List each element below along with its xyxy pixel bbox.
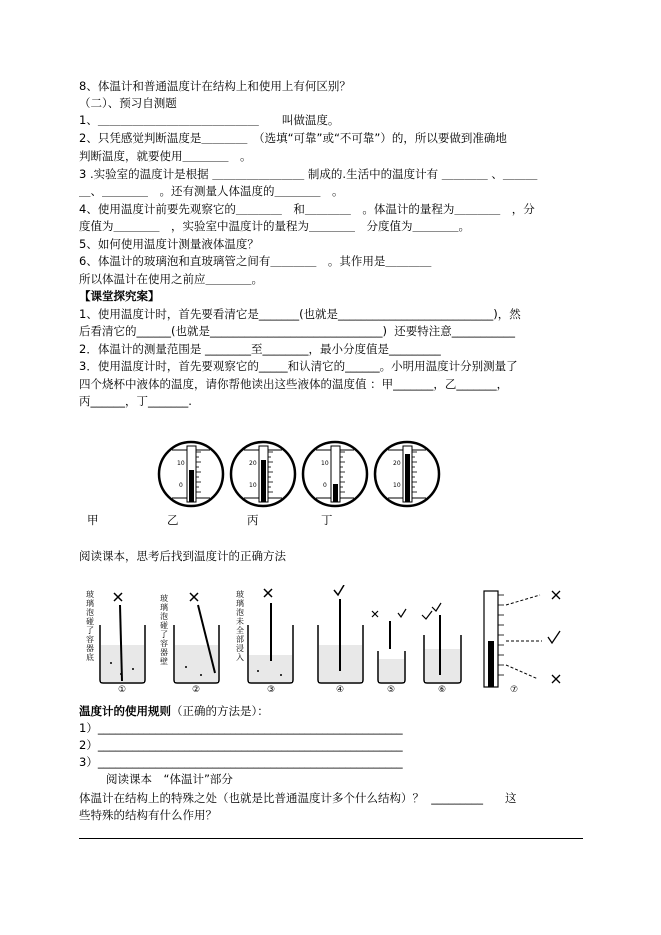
label-jia: 甲 <box>87 513 99 527</box>
gauge-bing <box>303 442 367 506</box>
question-line: 所以体温计在使用之前应＿＿＿＿。 <box>79 272 263 286</box>
gauge-yi <box>231 442 295 506</box>
caption-beaker-2: 玻璃泡碰了容器壁 <box>160 594 168 666</box>
body-thermo-q2: 些特殊的结构有什么作用？ <box>79 808 217 822</box>
rule-item: 1）_____________________________________________________ <box>79 721 403 735</box>
step-number: ⑦ <box>509 685 519 693</box>
svg-text:10: 10 <box>249 482 257 489</box>
beaker-6 <box>422 603 461 683</box>
question-line: 1、使用温度计时，首先要看清它是_______(也就是___________________________)，然 <box>79 307 521 321</box>
svg-text:10: 10 <box>393 482 401 489</box>
step-number: ⑤ <box>386 685 396 693</box>
rules-title: 温度计的使用规则 <box>79 704 171 718</box>
question-line: 2、只凭感觉判断温度是＿＿＿＿ （选填“可靠”或“不可靠”）的，所以要做到准确地 <box>79 131 507 145</box>
svg-text:0: 0 <box>323 482 327 489</box>
svg-text:10: 10 <box>321 460 329 467</box>
label-ding: 丁 <box>321 513 333 527</box>
beaker-2 <box>174 593 219 683</box>
question-line: 四个烧杯中液体的温度，请你帮他读出这些液体的温度值 ：甲_______，乙_______， <box>79 377 509 391</box>
gauge-jia <box>159 442 223 506</box>
body-thermo-read: 阅读课本 “体温计”部分 <box>106 772 233 786</box>
question-line: 丙______，丁_______. <box>79 394 192 408</box>
caption-beaker-1: 玻璃泡碰了容器底 <box>86 590 94 662</box>
label-bing: 丙 <box>247 513 259 527</box>
question-line: 3．使用温度计时，首先要观察它的_____和认清它的______。小明用温度计分别测量了 <box>79 359 518 373</box>
svg-text:20: 20 <box>393 460 401 467</box>
gauge-ding <box>375 442 439 506</box>
step-number: ② <box>191 685 201 693</box>
step-number: ⑥ <box>437 685 447 693</box>
rule-item: 2）_____________________________________________________ <box>79 738 403 752</box>
section-heading-class: 【课堂探究案】 <box>79 289 160 303</box>
svg-text:0: 0 <box>179 482 183 489</box>
beaker-3 <box>248 589 293 683</box>
question-line: 后看清它的______(也就是______________________________) 还要特注意___________ <box>79 324 516 338</box>
question-line: ＿、＿＿＿＿ 。还有测量人体温度的＿＿＿＿ 。 <box>79 184 344 198</box>
reading-diagram-7 <box>484 591 560 687</box>
question-line: 1、＿＿＿＿＿＿＿＿＿＿＿＿＿＿ 叫做温度。 <box>79 113 340 127</box>
question-line: 5、如何使用温度计测量液体温度？ <box>79 237 259 251</box>
question-line: 度值为＿＿＿＿ ，实验室中温度计的量程为＿＿＿＿ 分度值为＿＿＿＿。 <box>79 219 470 233</box>
step-number: ③ <box>266 685 276 693</box>
step-number: ① <box>117 685 127 693</box>
question-8: 8、体温计和普通温度计在结构上和使用上有何区别？ <box>79 79 351 93</box>
label-yi: 乙 <box>167 513 179 527</box>
question-line: 3 .实验室的温度计是根据 ＿＿＿＿＿＿＿＿ 制成的.生活中的温度计有 ＿＿＿＿ 、＿＿＿ <box>79 167 538 181</box>
question-line: 6、体温计的玻璃泡和直玻璃管之间有＿＿＿＿ 。其作用是＿＿＿＿ <box>79 254 432 268</box>
question-line: 2．体温计的测量范围是 ________至________，最小分度值是_________ <box>79 342 441 356</box>
beaker-4 <box>318 585 363 683</box>
question-line: 4、使用温度计前要先观察它的＿＿＿＿ 和＿＿＿＿ 。体温计的量程为＿＿＿＿ ，分 <box>79 202 535 216</box>
body-thermo-q1: 体温计在结构上的特殊之处（也就是比普通温度计多个什么结构）？ _________ 这 <box>79 791 517 805</box>
read-prompt: 阅读课本，思考后找到温度计的正确方法 <box>79 549 286 563</box>
svg-text:10: 10 <box>177 460 185 467</box>
section-heading-preview: （二）、预习自测题 <box>79 96 177 110</box>
rule-item: 3）_____________________________________________________ <box>79 755 403 769</box>
rules-heading <box>79 703 269 719</box>
rules-suffix: （正确的方法是）： <box>171 704 269 718</box>
svg-text:20: 20 <box>249 460 257 467</box>
thermometer-gauges-figure <box>155 440 445 510</box>
beaker-5 <box>372 609 406 683</box>
step-number: ④ <box>335 685 345 693</box>
caption-beaker-3: 玻璃泡未全部浸入 <box>236 590 244 662</box>
bottom-rule <box>79 838 583 839</box>
beaker-1 <box>100 593 145 683</box>
question-line: 判断温度，就要使用＿＿＿＿ 。 <box>79 149 252 163</box>
